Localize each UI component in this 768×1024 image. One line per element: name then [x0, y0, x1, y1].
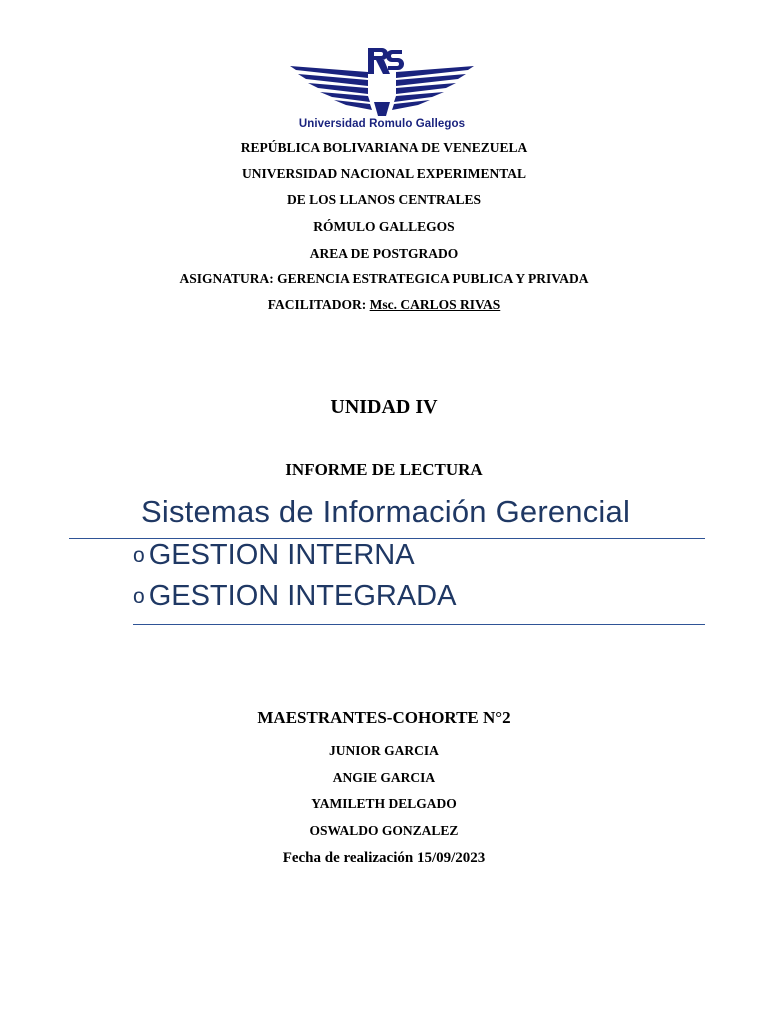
bullet-circle-icon: o — [133, 543, 145, 567]
header-region: DE LOS LLANOS CENTRALES — [287, 192, 481, 207]
header-name: RÓMULO GALLEGOS — [313, 219, 455, 234]
date-line: Fecha de realización 15/09/2023 — [282, 850, 486, 866]
facilitator-label: FACILITADOR: — [267, 297, 367, 312]
topic-item — [133, 539, 415, 572]
team-member: ANGIE GARCIA — [332, 770, 436, 785]
header-country: REPÚBLICA BOLIVARIANA DE VENEZUELA — [240, 140, 528, 155]
team-member: YAMILETH DELGADO — [311, 796, 457, 811]
team-heading: MAESTRANTES-COHORTE N°2 — [257, 708, 511, 727]
header-area: AREA DE POSTGRADO — [309, 246, 459, 261]
header-facilitator — [0, 297, 768, 313]
topic-item-label: GESTION INTEGRADA — [148, 580, 457, 612]
header-subject: ASIGNATURA: GERENCIA ESTRATEGICA PUBLICA Y PRIVADA — [179, 271, 589, 286]
topic-item-label: GESTION INTERNA — [148, 539, 415, 571]
bullet-circle-icon: o — [133, 584, 145, 608]
university-logo — [288, 42, 476, 136]
divider-bottom — [133, 624, 705, 625]
topic-title: Sistemas de Información Gerencial — [141, 494, 631, 529]
logo-emblem-icon — [288, 42, 476, 118]
facilitator-name: Msc. CARLOS RIVAS — [369, 297, 501, 312]
logo-caption: Universidad Romulo Gallegos — [298, 118, 466, 130]
unit-title: UNIDAD IV — [330, 396, 438, 418]
team-member: JUNIOR GARCIA — [329, 743, 439, 758]
topic-item — [133, 580, 456, 613]
team-member: OSWALDO GONZALEZ — [309, 823, 459, 838]
report-type: INFORME DE LECTURA — [285, 460, 483, 479]
header-university: UNIVERSIDAD NACIONAL EXPERIMENTAL — [241, 166, 527, 181]
